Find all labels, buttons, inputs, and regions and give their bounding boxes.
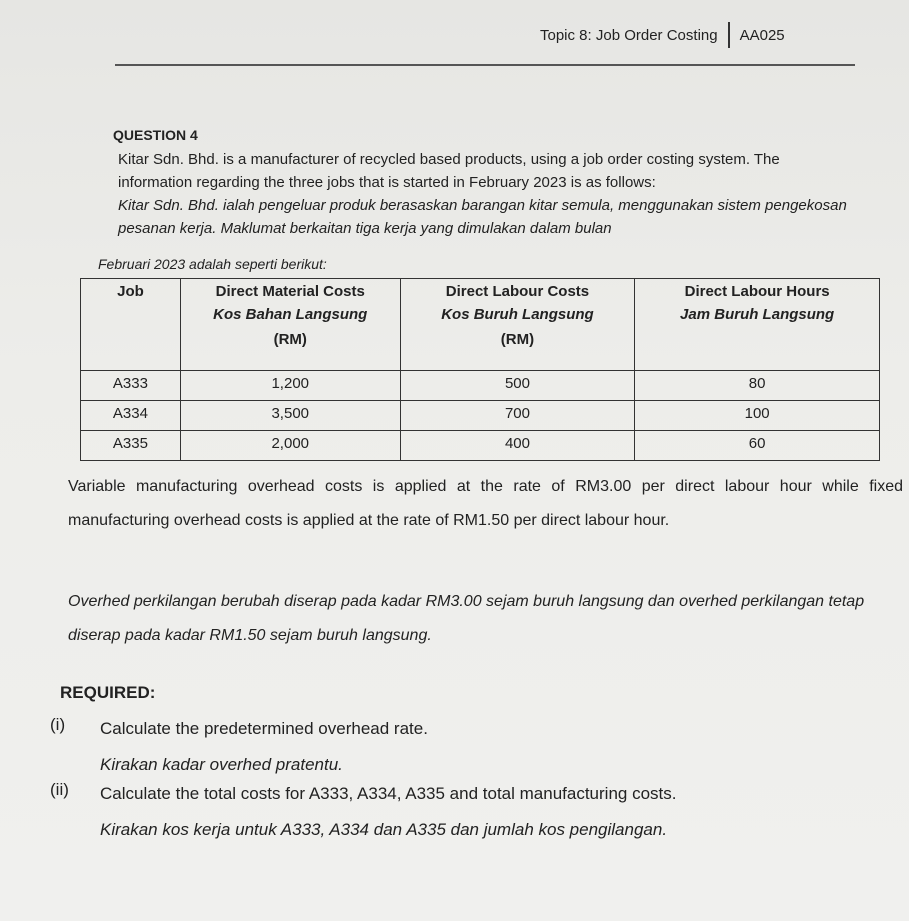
header-divider — [115, 64, 855, 66]
item-text-english: Calculate the total costs for A333, A334, A335 and total manufacturing costs. — [100, 784, 677, 803]
cell-material: 1,200 — [180, 371, 400, 401]
cell-job: A333 — [81, 371, 181, 401]
intro-malay: Kitar Sdn. Bhd. ialah pengeluar produk berasaskan barangan kitar semula, menggunakan sistem pengekosan pesanan kerja. Maklumat berkaitan tiga kerja yang dimulakan dalam bulan — [118, 197, 847, 237]
cell-labour: 500 — [400, 371, 635, 401]
question-intro — [118, 148, 858, 240]
item-number: (i) — [50, 715, 66, 734]
overhead-paragraph-malay: Overhed perkilangan berubah diserap pada kadar RM3.00 sejam buruh langsung dan overhed perkilangan tetap diserap pada kadar RM1.50 sejam buruh langsung. — [68, 593, 865, 644]
cell-labour: 400 — [400, 431, 635, 461]
header-direct-material: Direct Material Costs Kos Bahan Langsung (RM) — [180, 279, 400, 371]
cell-material: 3,500 — [180, 401, 400, 431]
course-code: AA025 — [728, 22, 785, 48]
required-heading: REQUIRED: — [60, 683, 156, 702]
item-text-malay: Kirakan kadar overhed pratentu. — [100, 755, 343, 774]
job-cost-table — [80, 278, 880, 461]
table-row — [81, 401, 880, 431]
item-body — [100, 715, 880, 779]
cell-hours: 60 — [635, 431, 880, 461]
cell-job: A334 — [81, 401, 181, 431]
header-job: Job — [81, 279, 181, 371]
table-caption: Februari 2023 adalah seperti berikut: — [98, 256, 327, 272]
item-text-english: Calculate the predetermined overhead rate. — [100, 719, 428, 738]
table-row — [81, 431, 880, 461]
table-row — [81, 371, 880, 401]
job-table-section — [80, 250, 880, 461]
cell-labour: 700 — [400, 401, 635, 431]
header-direct-labour-hours: Direct Labour Hours Jam Buruh Langsung — [635, 279, 880, 371]
intro-english: Kitar Sdn. Bhd. is a manufacturer of recycled based products, using a job order costing system. The information regarding the three jobs that is started in February 2023 is as follows: — [118, 151, 780, 191]
cell-hours: 80 — [635, 371, 880, 401]
cell-material: 2,000 — [180, 431, 400, 461]
item-text-malay: Kirakan kos kerja untuk A333, A334 dan A335 dan jumlah kos pengilangan. — [100, 820, 668, 839]
item-body — [100, 780, 880, 844]
table-header-row — [81, 279, 880, 371]
page-header — [540, 22, 785, 48]
cell-job: A335 — [81, 431, 181, 461]
header-direct-labour-costs: Direct Labour Costs Kos Buruh Langsung (RM) — [400, 279, 635, 371]
cell-hours: 100 — [635, 401, 880, 431]
item-number: (ii) — [50, 780, 69, 799]
overhead-paragraph-english: Variable manufacturing overhead costs is applied at the rate of RM3.00 per direct labour hour while fixed manufacturing overhead costs is applied at the rate of RM1.50 per direct labour hour. — [68, 478, 903, 529]
topic-title: Topic 8: Job Order Costing — [540, 26, 718, 44]
question-label: QUESTION 4 — [113, 127, 198, 143]
